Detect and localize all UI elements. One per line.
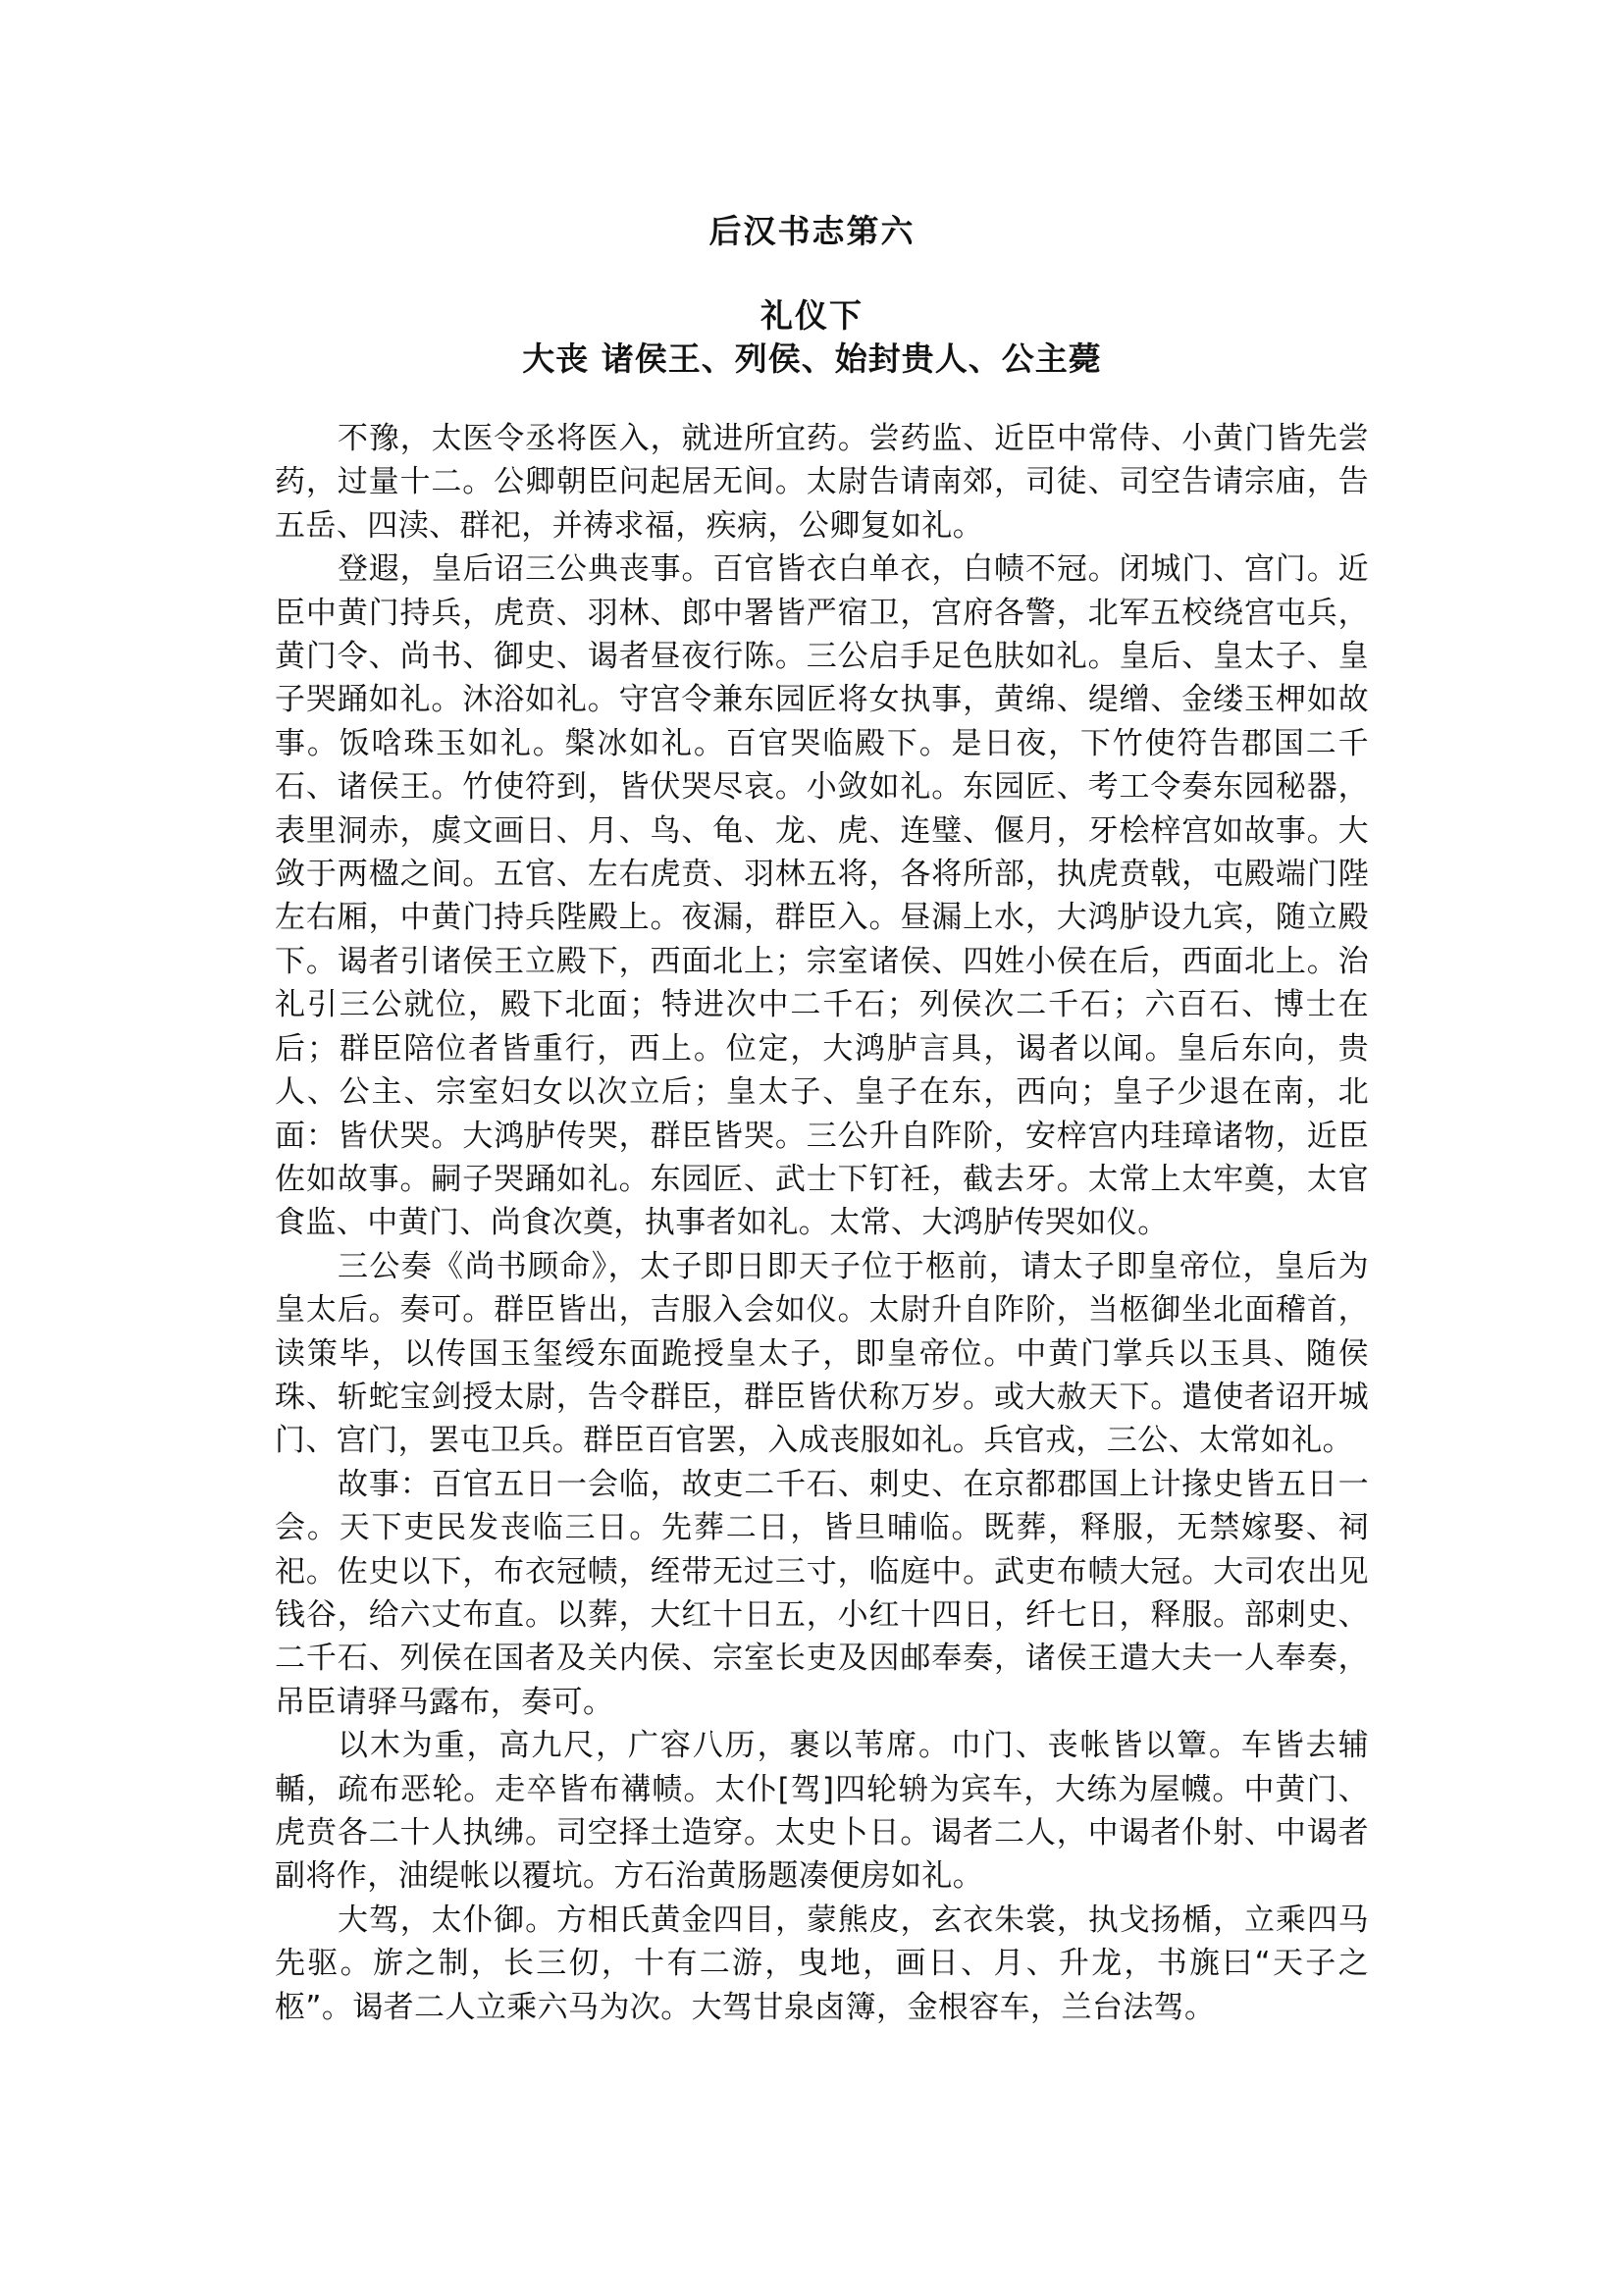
- paragraph-4: 故事：百官五日一会临，故吏二千石、刺史、在京都郡国上计掾史皆五日一会。天下吏民发丧临三日。先葬二日，皆旦晡临。既葬，释服，无禁嫁娶、祠祀。佐史以下，布衣冠帻，绖带无过三寸，临庭中。武吏布帻大冠。大司农出见钱谷，给六丈布直。以葬，大红十日五，小红十四日，纤七日，释服。部刺史、二千石、列侯在国者及关内侯、宗室长吏及因邮奉奏，诸侯王遣大夫一人奉奏，吊臣请驿马露布，奏可。: [275, 1466, 1369, 1720]
- paragraph-1: 不豫，太医令丞将医入，就进所宜药。尝药监、近臣中常侍、小黄门皆先尝药，过量十二。公卿朝臣问起居无间。太尉告请南郊，司徒、司空告请宗庙，告五岳、四渎、群祀，并祷求福，疾病，公卿复如礼。: [275, 421, 1369, 544]
- book-title: 后汉书志第六: [708, 212, 916, 250]
- paragraph-5: 以木为重，高九尺，广容八历，裹以苇席。巾门、丧帐皆以簟。车皆去辅輴，疏布恶轮。走卒皆布褠帻。太仆[驾]四轮辀为宾车，大练为屋幭。中黄门、虎贲各二十人执绋。司空择土造穿。太史卜日。谒者二人，中谒者仆射、中谒者副将作，油缇帐以覆坑。方石治黄肠题凑便房如礼。: [275, 1728, 1369, 1895]
- paragraph-3: 三公奏《尚书顾命》，太子即日即天子位于柩前，请太子即皇帝位，皇后为皇太后。奏可。群臣皆出，吉服入会如仪。太尉升自阼阶，当柩御坐北面稽首，读策毕，以传国玉玺绶东面跪授皇太子，即皇帝位。中黄门掌兵以玉具、随侯珠、斩蛇宝剑授太尉，告令群臣，群臣皆伏称万岁。或大赦天下。遣使者诏开城门、宫门，罢屯卫兵。群臣百官罢，入成丧服如礼。兵官戎，三公、太常如礼。: [275, 1248, 1369, 1459]
- body-text: [275, 417, 1369, 2029]
- chapter-subtitle: 大丧 诸侯王、列侯、始封贵人、公主薨: [522, 339, 1102, 378]
- paragraph-6: 大驾，太仆御。方相氏黄金四目，蒙熊皮，玄衣朱裳，执戈扬楯，立乘四马先驱。旂之制，长三仞，十有二游，曳地，画日、月、升龙，书旐曰“天子之柩”。谒者二人立乘六马为次。大驾甘泉卤簿，金根容车，兰台法驾。: [275, 1902, 1369, 2025]
- chapter-title: 礼仪下: [760, 296, 864, 335]
- paragraph-2: 登遐，皇后诏三公典丧事。百官皆衣白单衣，白帻不冠。闭城门、宫门。近臣中黄门持兵，虎贲、羽林、郎中署皆严宿卫，宫府各警，北军五校绕宫屯兵，黄门令、尚书、御史、谒者昼夜行陈。三公启手足色肤如礼。皇后、皇太子、皇子哭踊如礼。沐浴如礼。守宫令兼东园匠将女执事，黄绵、缇缯、金缕玉柙如故事。饭唅珠玉如礼。槃冰如礼。百官哭临殿下。是日夜，下竹使符告郡国二千石、诸侯王。竹使符到，皆伏哭尽哀。小敛如礼。东园匠、考工令奏东园秘器，表里洞赤，虡文画日、月、鸟、龟、龙、虎、连璧、偃月，牙桧梓宫如故事。大敛于两楹之间。五官、左右虎贲、羽林五将，各将所部，执虎贲戟，屯殿端门陛左右厢，中黄门持兵陛殿上。夜漏，群臣入。昼漏上水，大鸿胪设九宾，随立殿下。谒者引诸侯王立殿下，西面北上；宗室诸侯、四姓小侯在后，西面北上。治礼引三公就位，殿下北面；特进次中二千石；列侯次二千石；六百石、博士在后；群臣陪位者皆重行，西上。位定，大鸿胪言具，谒者以闻。皇后东向，贵人、公主、宗室妇女以次立后；皇太子、皇子在东，西向；皇子少退在南，北面：皆伏哭。大鸿胪传哭，群臣皆哭。三公升自阼阶，安梓宫内珪璋诸物，近臣佐如故事。嗣子哭踊如礼。东园匠、武士下钉衽，截去牙。太常上太牢奠，太官食监、中黄门、尚食次奠，执事者如礼。太常、大鸿胪传哭如仪。: [275, 551, 1369, 1241]
